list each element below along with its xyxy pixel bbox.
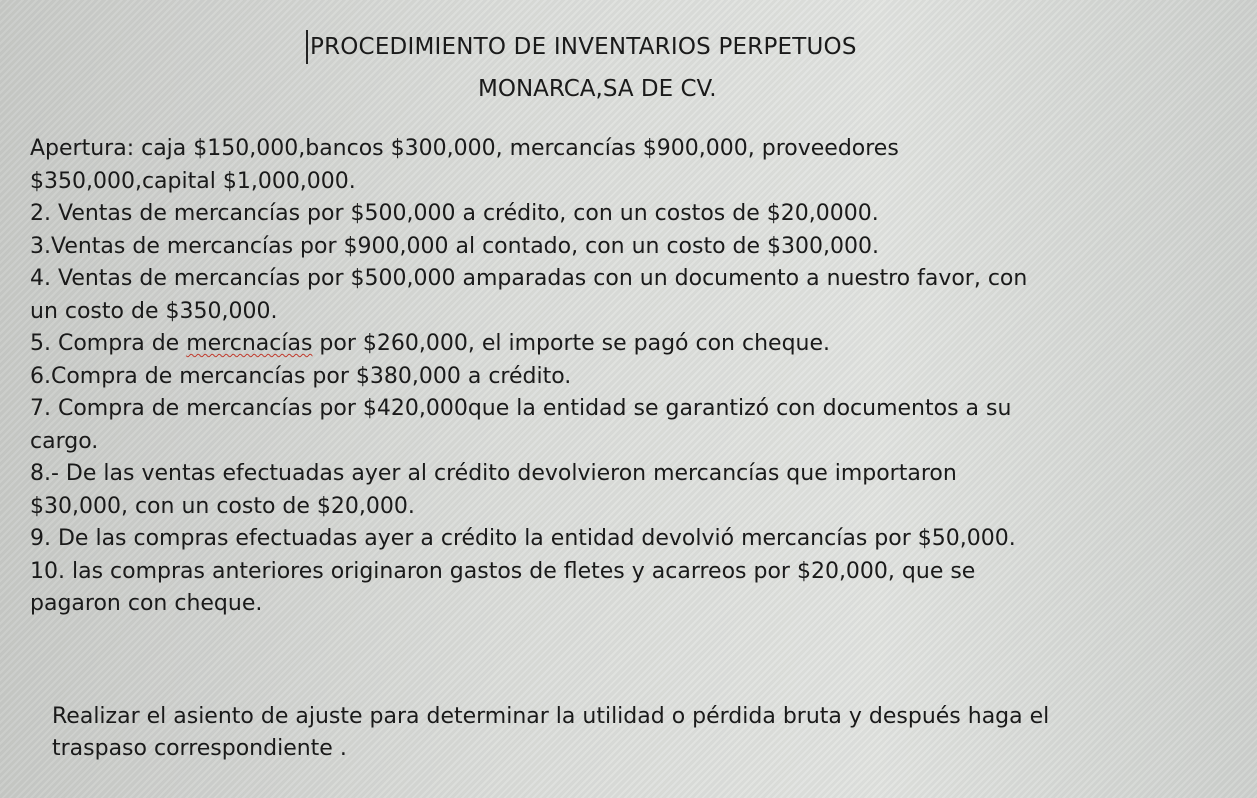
company-name: MONARCA,SA DE CV. [478, 76, 717, 102]
item-7-line-1: 7. Compra de mercancías por $420,000que la entidad se garantizó con documentos a su [30, 396, 1012, 421]
text-cursor [306, 30, 308, 64]
document-title: PROCEDIMIENTO DE INVENTARIOS PERPETUOS [310, 34, 857, 60]
item-5-part-2: por $260,000, el importe se pagó con cheque. [312, 331, 831, 356]
item-9: 9. De las compras efectuadas ayer a crédito la entidad devolvió mercancías por $50,000. [30, 526, 1016, 551]
item-7-line-2: cargo. [30, 428, 99, 454]
opening-line-1: Apertura: caja $150,000,bancos $300,000, mercancías $900,000, proveedores [30, 136, 899, 161]
item-10-line-2: pagaron con cheque. [30, 591, 263, 616]
item-5-part-1: 5. Compra de [30, 331, 187, 356]
misspelled-word: mercnacías [186, 331, 313, 356]
instruction-line-2: traspaso correspondiente . [52, 736, 347, 761]
instruction-line-1: Realizar el asiento de ajuste para determinar la utilidad o pérdida bruta y después haga el [52, 704, 1050, 729]
item-8-line-2: $30,000, con un costo de $20,000. [30, 493, 415, 519]
item-5 [30, 328, 1210, 361]
item-4-line-1: 4. Ventas de mercancías por $500,000 amparadas con un documento a nuestro favor, con [30, 266, 1028, 291]
item-8-line-1: 8.- De las ventas efectuadas ayer al crédito devolvieron mercancías que importaron [30, 461, 957, 486]
item-2: 2. Ventas de mercancías por $500,000 a crédito, con un costos de $20,0000. [30, 201, 879, 226]
item-4-line-2: un costo de $350,000. [30, 298, 278, 324]
item-6: 6.Compra de mercancías por $380,000 a crédito. [30, 363, 572, 389]
item-10-line-1: 10. las compras anteriores originaron gastos de fletes y acarreos por $20,000, que se [30, 558, 976, 584]
instruction-block [52, 701, 1232, 765]
exercise-body [30, 133, 1210, 621]
item-3: 3.Ventas de mercancías por $900,000 al contado, con un costo de $300,000. [30, 233, 880, 259]
opening-line-2: $350,000,capital $1,000,000. [30, 168, 356, 194]
